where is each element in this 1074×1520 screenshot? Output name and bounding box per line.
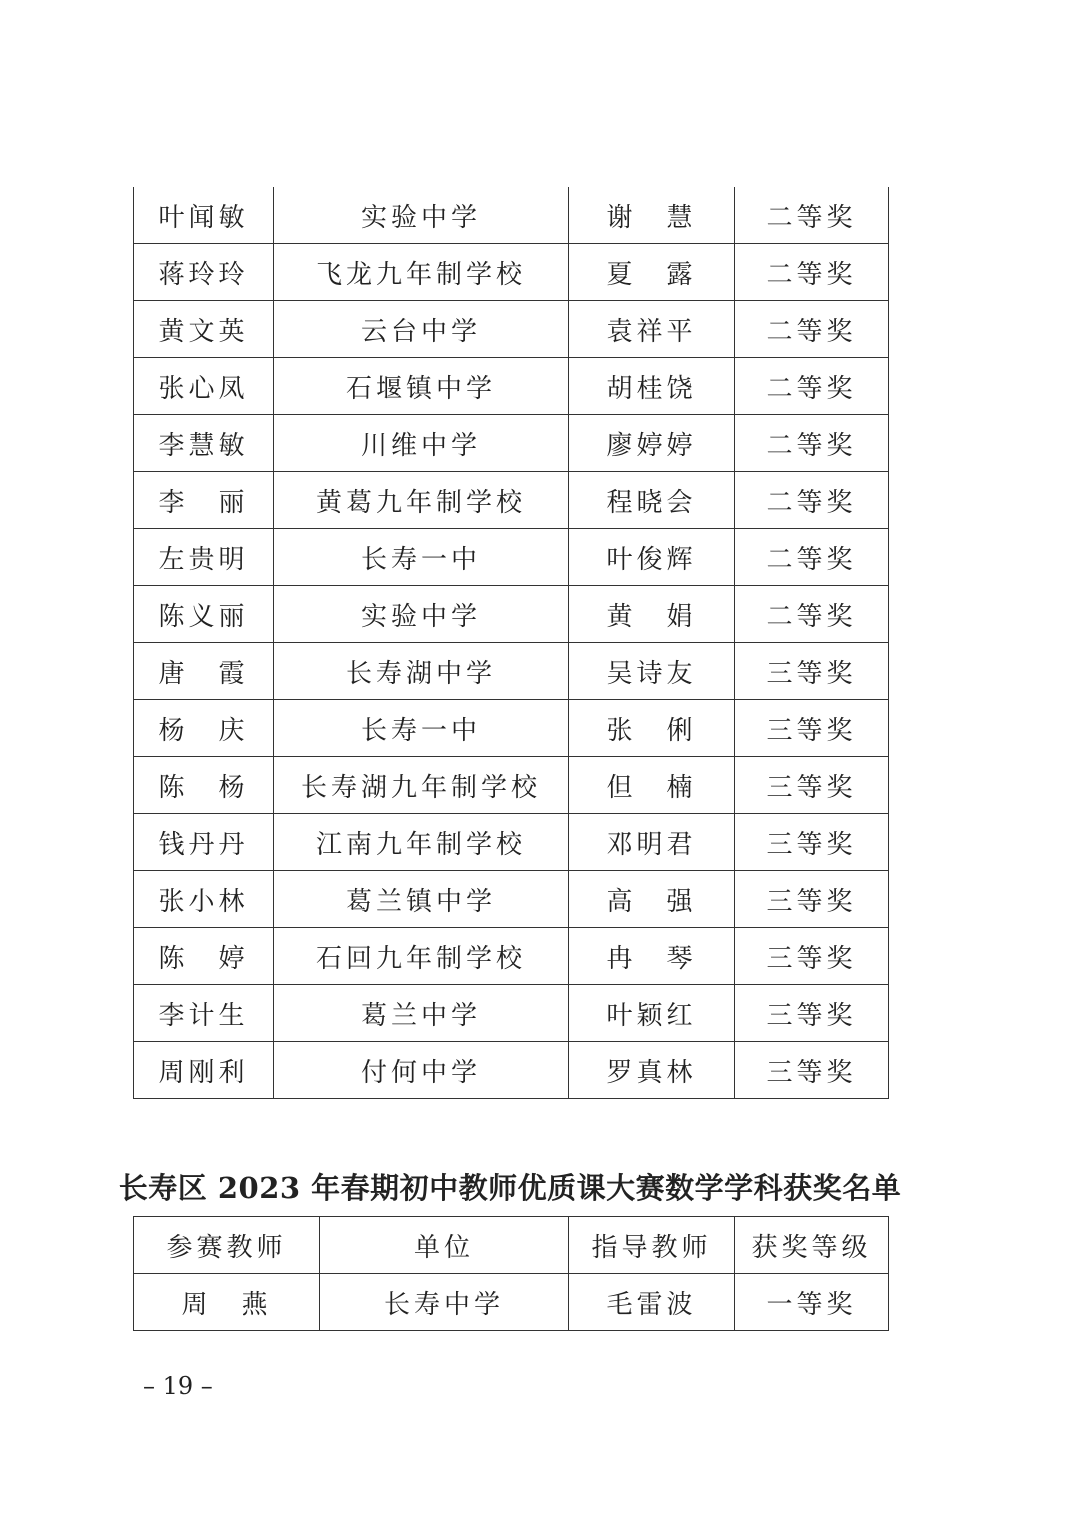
table-row — [134, 586, 889, 643]
participant-cell: 陈 杨 — [134, 757, 274, 814]
table-row — [134, 643, 889, 700]
award-cell: 二等奖 — [735, 415, 889, 472]
unit-cell: 川维中学 — [274, 415, 569, 472]
unit-cell: 葛兰镇中学 — [274, 871, 569, 928]
table-header-row — [134, 1217, 889, 1274]
unit-cell: 江南九年制学校 — [274, 814, 569, 871]
advisor-cell: 罗真林 — [569, 1042, 735, 1099]
award-cell: 三等奖 — [735, 700, 889, 757]
header-advisor: 指导教师 — [569, 1217, 735, 1274]
header-unit: 单位 — [320, 1217, 569, 1274]
header-participant: 参赛教师 — [134, 1217, 320, 1274]
unit-cell: 长寿湖中学 — [274, 643, 569, 700]
award-cell: 三等奖 — [735, 928, 889, 985]
participant-cell: 钱丹丹 — [134, 814, 274, 871]
participant-cell: 陈义丽 — [134, 586, 274, 643]
participant-cell: 杨 庆 — [134, 700, 274, 757]
advisor-cell: 冉 琴 — [569, 928, 735, 985]
unit-cell: 长寿一中 — [274, 529, 569, 586]
advisor-cell: 毛雷波 — [569, 1274, 735, 1331]
advisor-cell: 高 强 — [569, 871, 735, 928]
unit-cell: 长寿中学 — [320, 1274, 569, 1331]
participant-cell: 周 燕 — [134, 1274, 320, 1331]
advisor-cell: 夏 露 — [569, 244, 735, 301]
award-cell: 三等奖 — [735, 1042, 889, 1099]
participant-cell: 周刚利 — [134, 1042, 274, 1099]
table-row — [134, 472, 889, 529]
advisor-cell: 张 俐 — [569, 700, 735, 757]
award-cell: 三等奖 — [735, 985, 889, 1042]
unit-cell: 长寿一中 — [274, 700, 569, 757]
advisor-cell: 程晓会 — [569, 472, 735, 529]
unit-cell: 长寿湖九年制学校 — [274, 757, 569, 814]
award-cell: 三等奖 — [735, 757, 889, 814]
award-cell: 一等奖 — [735, 1274, 889, 1331]
unit-cell: 实验中学 — [274, 187, 569, 244]
unit-cell: 葛兰中学 — [274, 985, 569, 1042]
advisor-cell: 叶俊辉 — [569, 529, 735, 586]
award-cell: 二等奖 — [735, 244, 889, 301]
participant-cell: 蒋玲玲 — [134, 244, 274, 301]
award-cell: 二等奖 — [735, 187, 889, 244]
advisor-cell: 廖婷婷 — [569, 415, 735, 472]
award-cell: 二等奖 — [735, 472, 889, 529]
table-row — [134, 301, 889, 358]
header-award-level: 获奖等级 — [735, 1217, 889, 1274]
advisor-cell: 谢 慧 — [569, 187, 735, 244]
award-cell: 二等奖 — [735, 586, 889, 643]
table-row — [134, 757, 889, 814]
table-row — [134, 871, 889, 928]
participant-cell: 唐 霞 — [134, 643, 274, 700]
unit-cell: 实验中学 — [274, 586, 569, 643]
advisor-cell: 叶颖红 — [569, 985, 735, 1042]
award-cell: 二等奖 — [735, 358, 889, 415]
participant-cell: 左贵明 — [134, 529, 274, 586]
advisor-cell: 吴诗友 — [569, 643, 735, 700]
table-row — [134, 415, 889, 472]
advisor-cell: 邓明君 — [569, 814, 735, 871]
math-award-table — [133, 1216, 889, 1331]
participant-cell: 张心凤 — [134, 358, 274, 415]
advisor-cell: 黄 娟 — [569, 586, 735, 643]
award-table-continued — [133, 187, 889, 1099]
table-row — [134, 1042, 889, 1099]
unit-cell: 飞龙九年制学校 — [274, 244, 569, 301]
award-cell: 三等奖 — [735, 643, 889, 700]
unit-cell: 石回九年制学校 — [274, 928, 569, 985]
award-cell: 三等奖 — [735, 871, 889, 928]
section-title: 长寿区 2023 年春期初中教师优质课大赛数学学科获奖名单 — [118, 1171, 902, 1205]
table-row — [134, 700, 889, 757]
award-cell: 二等奖 — [735, 301, 889, 358]
table-row — [134, 985, 889, 1042]
unit-cell: 云台中学 — [274, 301, 569, 358]
participant-cell: 李 丽 — [134, 472, 274, 529]
award-cell: 三等奖 — [735, 814, 889, 871]
participant-cell: 叶闻敏 — [134, 187, 274, 244]
table-row — [134, 928, 889, 985]
unit-cell: 付何中学 — [274, 1042, 569, 1099]
table-row — [134, 187, 889, 244]
table-row — [134, 814, 889, 871]
table-row — [134, 358, 889, 415]
participant-cell: 张小林 — [134, 871, 274, 928]
advisor-cell: 胡桂饶 — [569, 358, 735, 415]
award-cell: 二等奖 — [735, 529, 889, 586]
advisor-cell: 袁祥平 — [569, 301, 735, 358]
advisor-cell: 但 楠 — [569, 757, 735, 814]
page-number: – 19 – — [143, 1372, 213, 1400]
participant-cell: 黄文英 — [134, 301, 274, 358]
participant-cell: 李计生 — [134, 985, 274, 1042]
participant-cell: 李慧敏 — [134, 415, 274, 472]
unit-cell: 石堰镇中学 — [274, 358, 569, 415]
table-row — [134, 244, 889, 301]
unit-cell: 黄葛九年制学校 — [274, 472, 569, 529]
participant-cell: 陈 婷 — [134, 928, 274, 985]
table-row — [134, 529, 889, 586]
table-row — [134, 1274, 889, 1331]
